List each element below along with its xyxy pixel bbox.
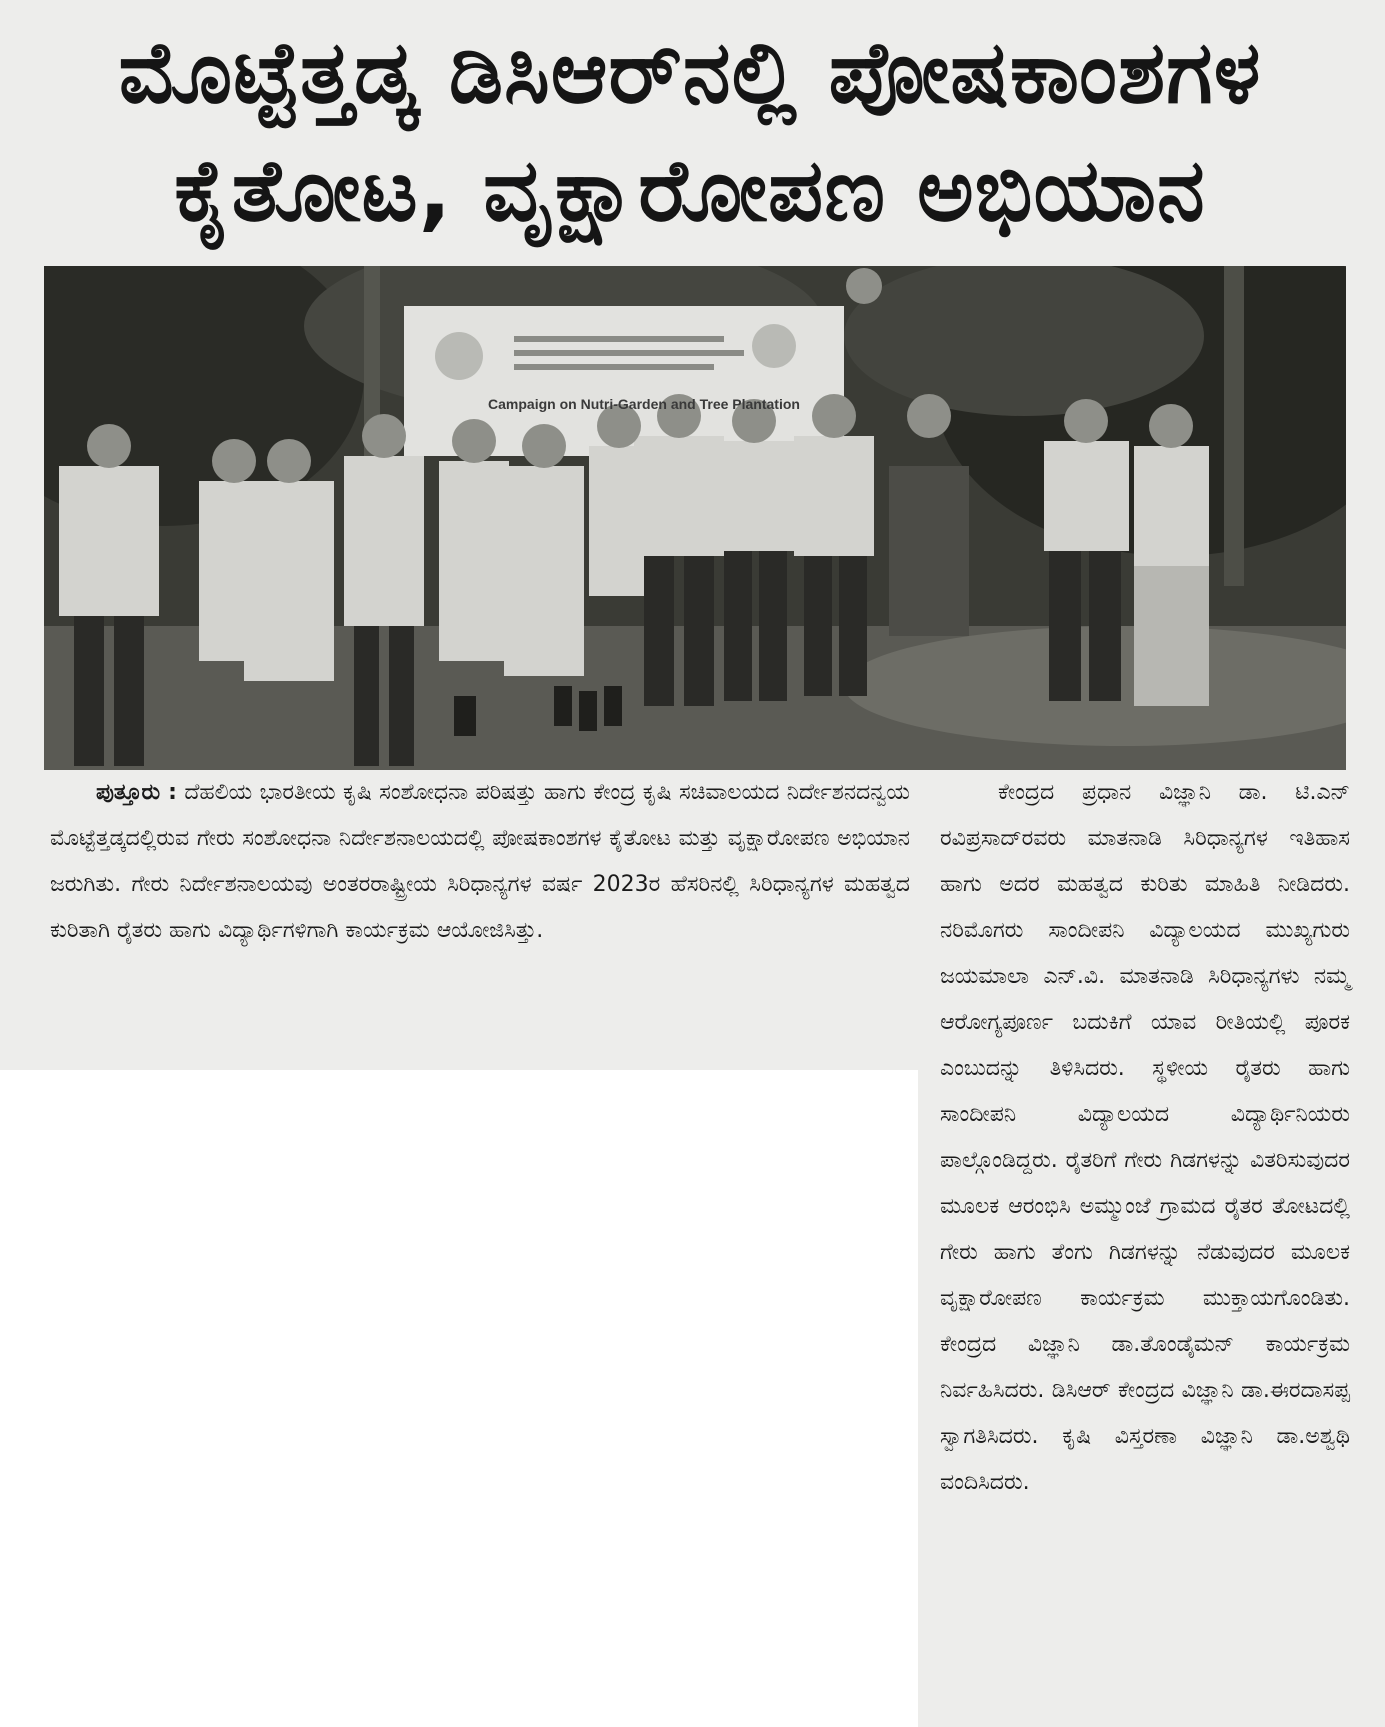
article-left-text: ದೆಹಲಿಯ ಭಾರತೀಯ ಕೃಷಿ ಸಂಶೋಧನಾ ಪರಿಷತ್ತು ಹಾಗು ಕೇಂದ್ರ ಕೃಷಿ ಸಚಿವಾಲಯದ ನಿರ್ದೇಶನದನ್ವಯ ಮೊಟ್ಟೆತ್ತಡ್ಕದಲ್ಲಿರುವ ಗೇರು ಸಂಶೋಧನಾ ನಿರ್ದೇಶನಾಲಯದಲ್ಲಿ ಪೋಷಕಾಂಶಗಳ ಕೈತೋಟ ಮತ್ತು ವೃಕ್ಷಾರೋಪಣ ಅಭಿಯಾನ ಜರುಗಿತು. ಗೇರು ನಿರ್ದೇಶನಾಲಯವು ಅಂತರರಾಷ್ಟ್ರೀಯ ಸಿರಿಧಾನ್ಯಗಳ ವರ್ಷ 2023ರ ಹೆಸರಿನಲ್ಲಿ ಸಿರಿಧಾನ್ಯಗಳ ಮಹತ್ವದ ಕುರಿತಾಗಿ ರೈತರು ಹಾಗು ವಿದ್ಯಾರ್ಥಿಗಳಿಗಾಗಿ ಕಾರ್ಯಕ್ರಮ ಆಯೋಜಿಸಿತ್ತು. [50, 780, 910, 943]
headline-line-2: ಕೈತೋಟ, ವೃಕ್ಷಾರೋಪಣ ಅಭಿಯಾನ [174, 141, 1206, 241]
group-photo [44, 266, 1346, 770]
headline [40, 14, 1340, 250]
headline-line-1: ಮೊಟ್ಟೆತ್ತಡ್ಕ ಡಿಸಿಆರ್‌ನಲ್ಲಿ ಪೋಷಕಾಂಶಗಳ [118, 23, 1262, 123]
group-photo-image [44, 266, 1346, 770]
dateline: ಪುತ್ತೂರು : [96, 780, 177, 805]
article-right-text: ಕೇಂದ್ರದ ಪ್ರಧಾನ ವಿಜ್ಞಾನಿ ಡಾ. ಟಿ.ಎನ್ ರವಿಪ್ರಸಾದ್‌ರವರು ಮಾತನಾಡಿ ಸಿರಿಧಾನ್ಯಗಳ ಇತಿಹಾಸ ಹಾಗು ಅದರ ಮಹತ್ವದ ಕುರಿತು ಮಾಹಿತಿ ನೀಡಿದರು. ನರಿಮೊಗರು ಸಾಂದೀಪನಿ ವಿದ್ಯಾಲಯದ ಮುಖ್ಯಗುರು ಜಯಮಾಲಾ ಎನ್.ವಿ. ಮಾತನಾಡಿ ಸಿರಿಧಾನ್ಯಗಳು ನಮ್ಮ ಆರೋಗ್ಯಪೂರ್ಣ ಬದುಕಿಗೆ ಯಾವ ರೀತಿಯಲ್ಲಿ ಪೂರಕ ಎಂಬುದನ್ನು ತಿಳಿಸಿದರು. ಸ್ಥಳೀಯ ರೈತರು ಹಾಗು ಸಾಂದೀಪನಿ ವಿದ್ಯಾಲಯದ ವಿದ್ಯಾರ್ಥಿನಿಯರು ಪಾಲ್ಗೊಂಡಿದ್ದರು. ರೈತರಿಗೆ ಗೇರು ಗಿಡಗಳನ್ನು ವಿತರಿಸುವುದರ ಮೂಲಕ ಆರಂಭಿಸಿ ಅಮ್ಮುಂಜೆ ಗ್ರಾಮದ ರೈತರ ತೋಟದಲ್ಲಿ ಗೇರು ಹಾಗು ತೆಂಗು ಗಿಡಗಳನ್ನು ನೆಡುವುದರ ಮೂಲಕ ವೃಕ್ಷಾರೋಪಣ ಕಾರ್ಯಕ್ರಮ ಮುಕ್ತಾಯಗೊಂಡಿತು. ಕೇಂದ್ರದ ವಿಜ್ಞಾನಿ ಡಾ.ತೊಂಡೈಮನ್ ಕಾರ್ಯಕ್ರಮ ನಿರ್ವಹಿಸಿದರು. ಡಿಸಿಆರ್ ಕೇಂದ್ರದ ವಿಜ್ಞಾನಿ ಡಾ.ಈರದಾಸಪ್ಪ ಸ್ವಾಗತಿಸಿದರು. ಕೃಷಿ ವಿಸ್ತರಣಾ ವಿಜ್ಞಾನಿ ಡಾ.ಅಶ್ವಥಿ ವಂದಿಸಿದರು. [940, 780, 1350, 1495]
article-column-right [940, 770, 1350, 1506]
banner-caption: Campaign on Nutri-Garden and Tree Plantation [488, 396, 800, 412]
article-column-left [50, 770, 910, 954]
